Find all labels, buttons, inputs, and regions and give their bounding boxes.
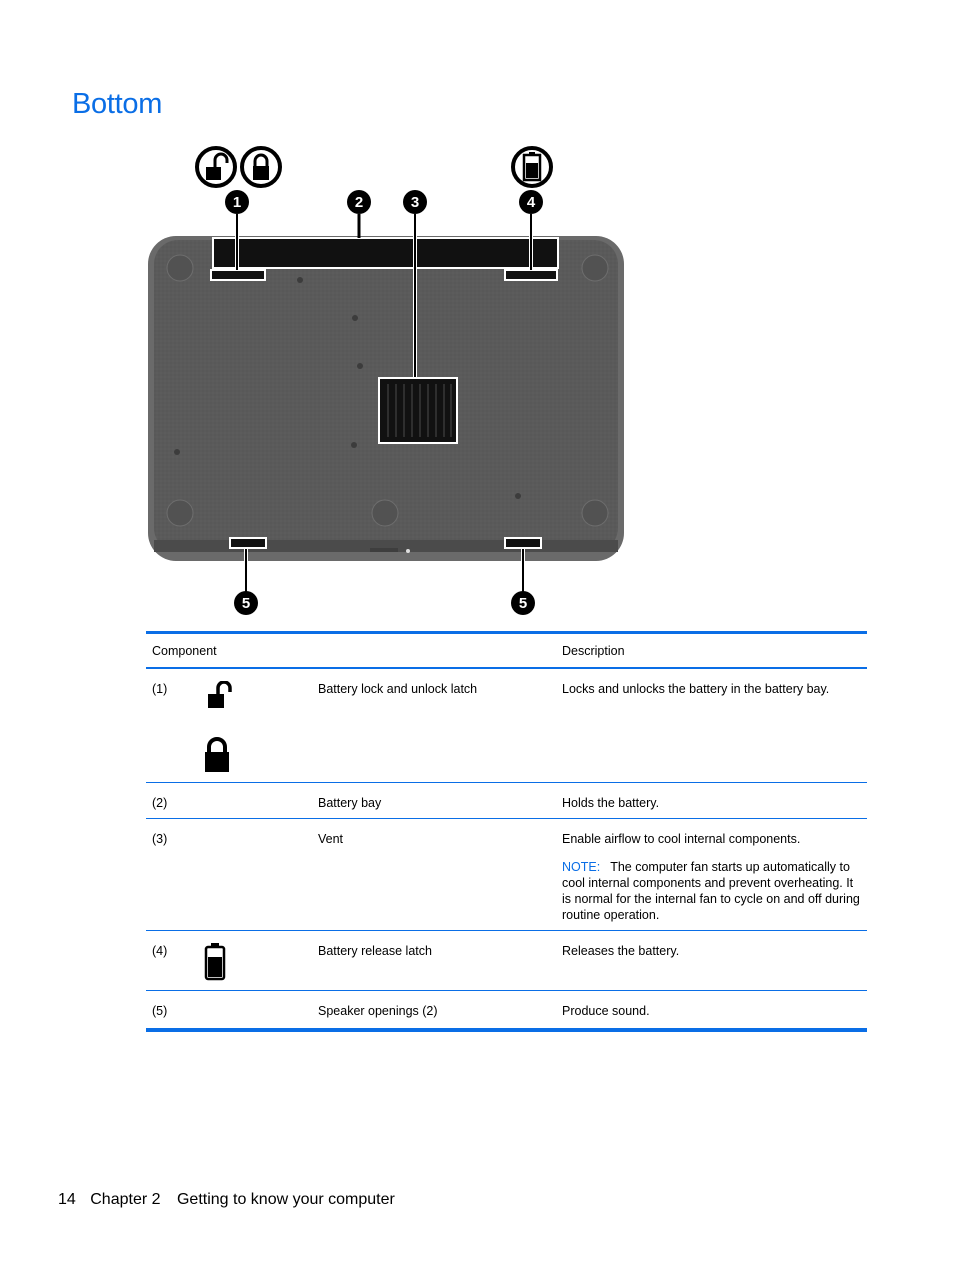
component-name: Battery lock and unlock latch: [312, 668, 556, 783]
row-number: (5): [146, 991, 190, 1031]
header-component: Component: [146, 633, 556, 669]
component-description: Holds the battery.: [556, 783, 867, 819]
table-row: [146, 991, 867, 1031]
unlock-icon: [197, 148, 235, 186]
svg-text:3: 3: [410, 194, 420, 211]
component-name: Vent: [312, 819, 556, 931]
row-icon-cell: [190, 819, 312, 931]
row-number: (1): [146, 668, 190, 783]
battery-icon: [196, 943, 236, 983]
battery-icon: [513, 148, 551, 186]
component-description: Produce sound.: [556, 991, 867, 1031]
component-description: Enable airflow to cool internal components.: [562, 832, 801, 846]
callout-5-right: [511, 591, 535, 615]
row-icon-cell: [190, 783, 312, 819]
table-header-row: [146, 633, 867, 669]
component-description: Releases the battery.: [556, 931, 867, 991]
lock-icon: [242, 148, 280, 186]
chapter-label: Chapter 2: [90, 1191, 161, 1208]
table-row: [146, 819, 867, 931]
component-name: Battery release latch: [312, 931, 556, 991]
page-footer: [58, 1191, 405, 1209]
lock-icon: [196, 737, 236, 775]
svg-text:5: 5: [241, 595, 251, 612]
svg-text:1: 1: [232, 194, 242, 211]
component-description-cell: [556, 819, 867, 931]
svg-text:4: 4: [526, 194, 536, 211]
note-label: NOTE:: [562, 860, 601, 874]
component-description: Locks and unlocks the battery in the battery bay.: [556, 668, 867, 783]
page-number: 14: [58, 1191, 76, 1208]
note-text: The computer fan starts up automatically to cool internal components and prevent overheating. It is normal for the internal fan to cycle on and off during routine operation.: [562, 860, 860, 922]
component-name: Speaker openings (2): [312, 991, 556, 1031]
note: [562, 859, 861, 923]
table-row: [146, 931, 867, 991]
chapter-title: Getting to know your computer: [176, 1191, 395, 1208]
callout-3: [403, 190, 427, 214]
page-title: Bottom: [72, 88, 163, 120]
callout-5-left: [234, 591, 258, 615]
row-number: (4): [146, 931, 190, 991]
table-row: [146, 783, 867, 819]
speaker-left: [230, 538, 266, 592]
components-table: [146, 631, 867, 1032]
row-icon-cell: [190, 668, 312, 783]
row-number: (2): [146, 783, 190, 819]
callout-2: [347, 190, 371, 214]
battery-bay: [213, 214, 558, 268]
callout-1: [225, 190, 249, 214]
row-icon-cell: [190, 991, 312, 1031]
svg-text:5: 5: [518, 595, 528, 612]
row-icon-cell: [190, 931, 312, 991]
table-row: [146, 668, 867, 783]
header-description: Description: [556, 633, 867, 669]
speaker-right: [505, 538, 541, 592]
unlock-icon: [196, 681, 236, 711]
row-number: (3): [146, 819, 190, 931]
computer-bottom-figure: [140, 140, 640, 620]
callout-4: [519, 190, 543, 214]
component-name: Battery bay: [312, 783, 556, 819]
svg-text:2: 2: [354, 194, 364, 211]
